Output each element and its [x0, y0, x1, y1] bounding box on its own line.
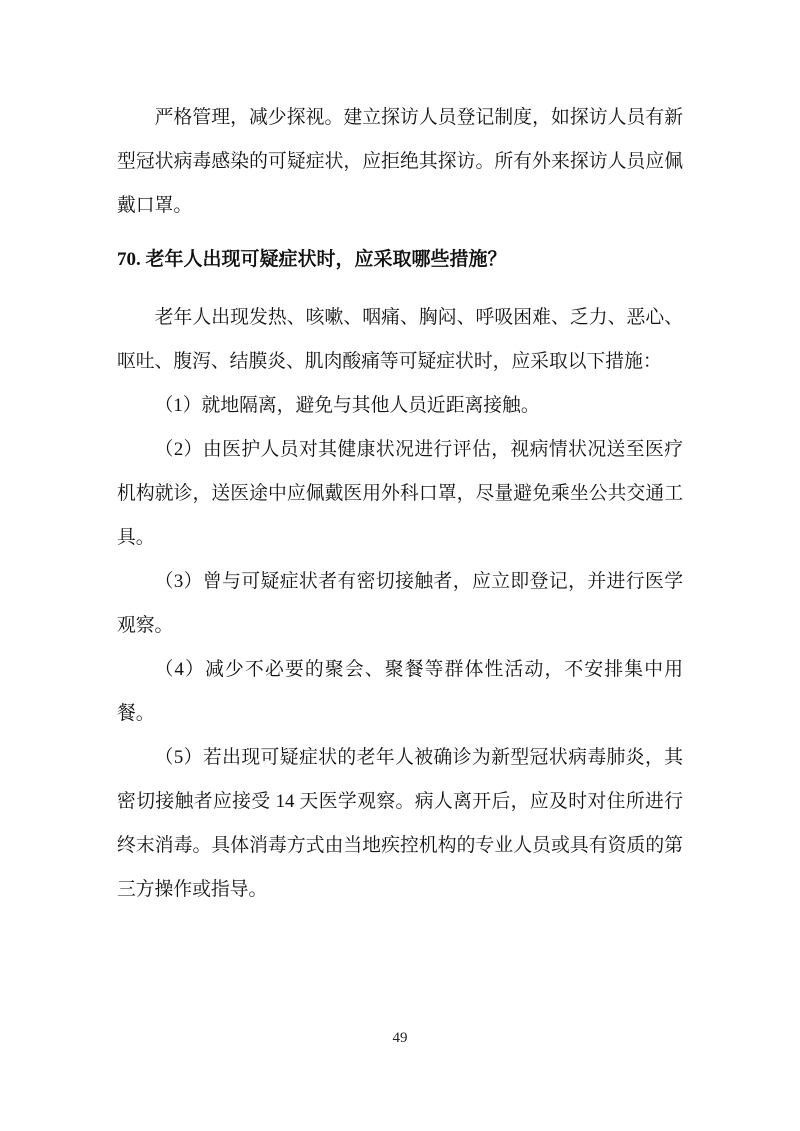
- measure-item-4: （4）减少不必要的聚会、聚餐等群体性活动，不安排集中用餐。: [117, 659, 683, 724]
- measure-item-2: （2）由医护人员对其健康状况进行评估，视病情状况送至医疗机构就诊，送医途中应佩戴医用外科口罩，尽量避免乘坐公共交通工具。: [117, 439, 683, 548]
- measure-item-3: （3）曾与可疑症状者有密切接触者，应立即登记，并进行医学观察。: [117, 571, 683, 636]
- document-content: [117, 96, 683, 912]
- measure-item-5: （5）若出现可疑症状的老年人被确诊为新型冠状病毒肺炎，其密切接触者应接受 14 天医学观察。病人离开后，应及时对住所进行终末消毒。具体消毒方式由当地疾控机构的专业人员或具有资质的第三方操作或指导。: [117, 747, 683, 900]
- page-number: 49: [392, 1030, 408, 1046]
- measure-item-1: （1）就地隔离，避免与其他人员近距离接触。: [154, 395, 540, 416]
- paragraph-symptoms-lead: 老年人出现发热、咳嗽、咽痛、胸闷、呼吸困难、乏力、恶心、呕吐、腹泻、结膜炎、肌肉酸痛等可疑症状时，应采取以下措施：: [117, 307, 683, 372]
- paragraph-visitor-management: 严格管理，减少探视。建立探访人员登记制度，如探访人员有新型冠状病毒感染的可疑症状，应拒绝其探访。所有外来探访人员应佩戴口罩。: [117, 107, 683, 216]
- question-heading: 70. 老年人出现可疑症状时，应采取哪些措施？: [117, 249, 507, 270]
